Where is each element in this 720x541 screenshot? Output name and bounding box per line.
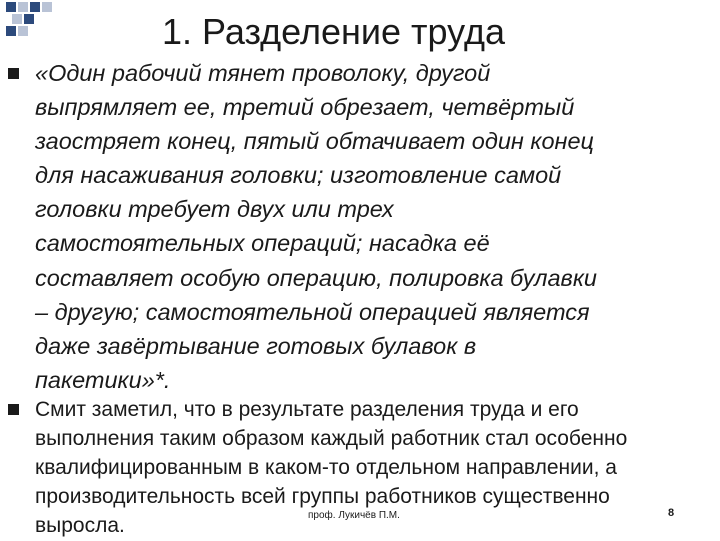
bullet-square-icon: [8, 68, 19, 79]
quote-line: головки требует двух или трех: [35, 196, 394, 223]
decor-square-icon: [18, 26, 28, 36]
body-line: производительность всей группы работников существенно: [35, 484, 610, 508]
slide-title: 1. Разделение труда: [162, 11, 505, 52]
quote-line: заостряет конец, пятый обтачивает один конец: [35, 128, 594, 155]
bullet-square-icon: [8, 404, 19, 415]
decor-square-icon: [24, 14, 34, 24]
quote-line: выпрямляет ее, третий обрезает, четвёртый: [35, 94, 575, 121]
decor-square-icon: [6, 26, 16, 36]
quote-paragraph: [35, 56, 715, 397]
page-number: 8: [668, 507, 675, 519]
quote-line: составляет особую операцию, полировка булавки: [35, 264, 597, 291]
decor-square-icon: [18, 2, 28, 12]
quote-line: самостоятельных операций; насадка её: [35, 230, 490, 257]
quote-line: пакетики»*.: [35, 366, 171, 393]
decor-square-icon: [30, 2, 40, 12]
body-line: выросла.: [35, 513, 125, 537]
decor-square-icon: [12, 14, 22, 24]
quote-line: для насаживания головки; изготовление самой: [35, 162, 562, 189]
footer-author: проф. Лукичёв П.М.: [308, 510, 400, 521]
decor-square-icon: [6, 2, 16, 12]
corner-decoration: [0, 0, 60, 40]
quote-line: «Один рабочий тянет проволоку, другой: [35, 60, 491, 86]
body-line: Смит заметил, что в результате разделения труда и его: [35, 398, 579, 421]
body-line: квалифицированным в каком-то отдельном направлении, а: [35, 455, 617, 479]
body-line: выполнения таким образом каждый работник стал особенно: [35, 426, 628, 450]
quote-line: даже завёртывание готовых булавок в: [35, 332, 477, 359]
quote-line: – другую; самостоятельной операцией является: [35, 298, 590, 325]
decor-square-icon: [42, 2, 52, 12]
